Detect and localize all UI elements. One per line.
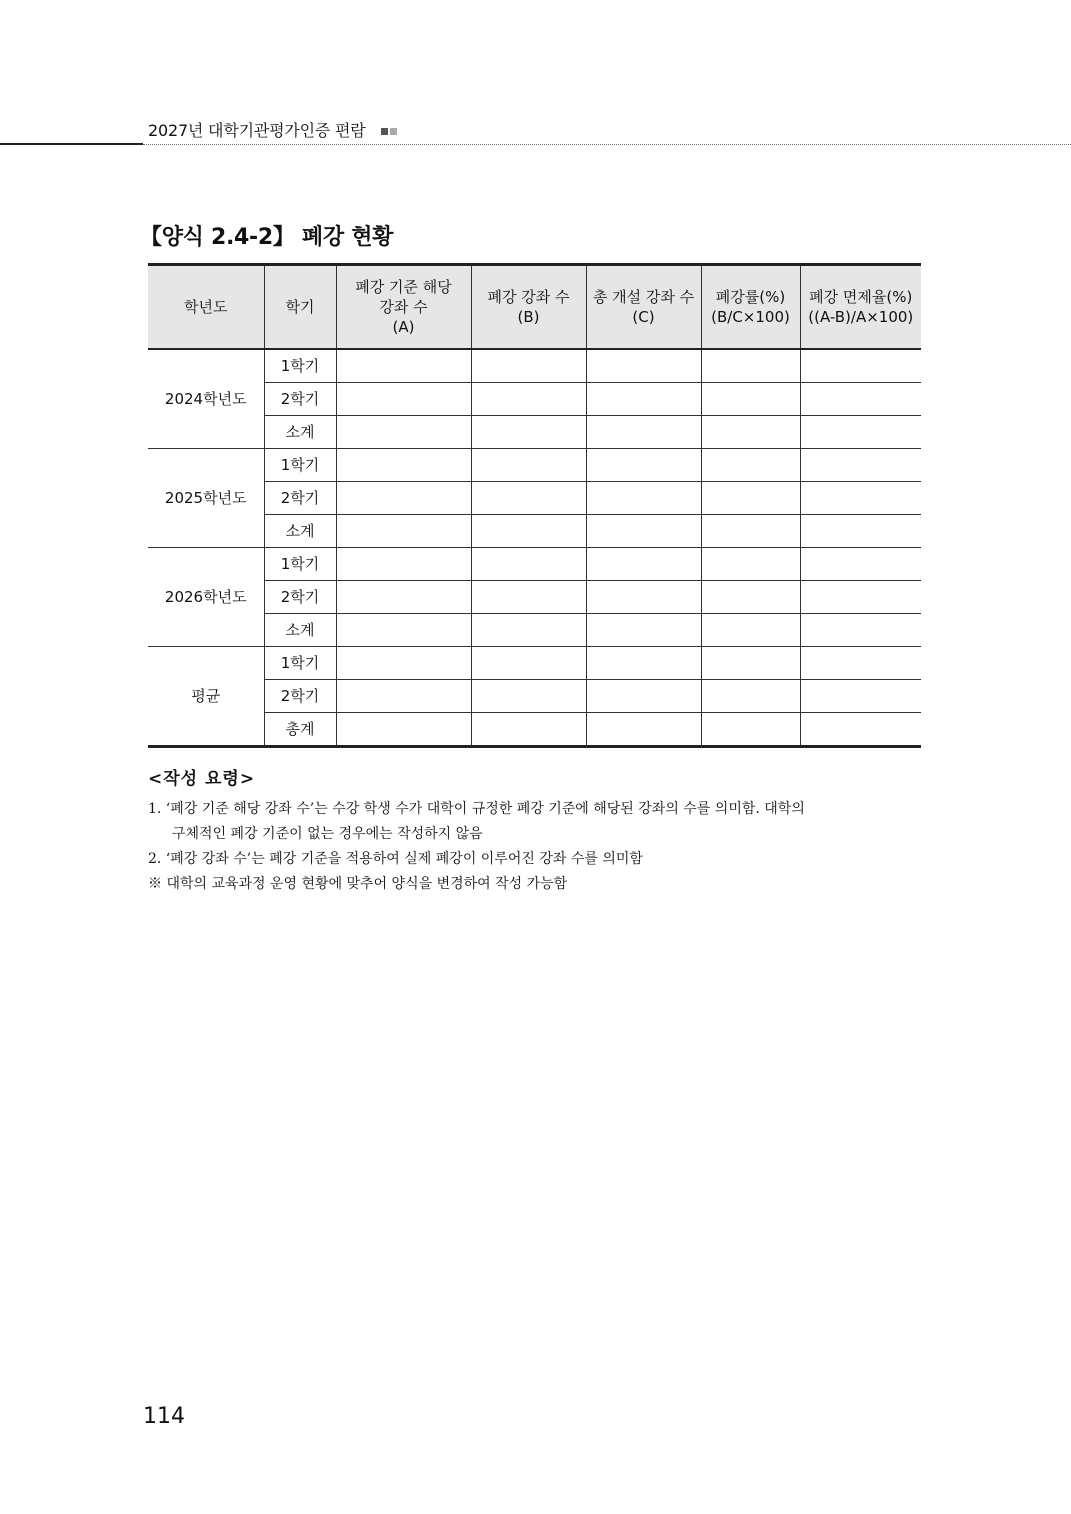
square-icon	[390, 128, 397, 135]
entry-cell[interactable]	[336, 482, 471, 515]
entry-cell[interactable]	[800, 515, 921, 548]
year-cell: 2025학년도	[148, 449, 264, 548]
entry-cell[interactable]	[471, 647, 586, 680]
term-cell: 2학기	[264, 383, 336, 416]
entry-cell[interactable]	[586, 349, 701, 383]
entry-cell[interactable]	[471, 680, 586, 713]
entry-cell[interactable]	[586, 482, 701, 515]
entry-cell[interactable]	[701, 680, 800, 713]
entry-cell[interactable]	[800, 647, 921, 680]
entry-cell[interactable]	[471, 614, 586, 647]
form-title: 【양식 2.4-2】 폐강 현황	[140, 225, 394, 250]
entry-cell[interactable]	[336, 581, 471, 614]
entry-cell[interactable]	[701, 647, 800, 680]
entry-cell[interactable]	[586, 416, 701, 449]
term-cell: 소계	[264, 614, 336, 647]
term-cell: 소계	[264, 416, 336, 449]
guideline-item: 1. ‘폐강 기준 해당 강좌 수’는 수강 학생 수가 대학이 규정한 폐강 기준에 해당된 강좌의 수를 의미함. 대학의	[148, 801, 805, 817]
table-row	[148, 449, 921, 482]
entry-cell[interactable]	[586, 647, 701, 680]
table-header-row	[148, 265, 921, 350]
term-cell: 2학기	[264, 581, 336, 614]
entry-cell[interactable]	[586, 515, 701, 548]
entry-cell[interactable]	[336, 349, 471, 383]
entry-cell[interactable]	[701, 515, 800, 548]
entry-cell[interactable]	[471, 449, 586, 482]
entry-cell[interactable]	[800, 713, 921, 747]
header-exemption-rate: 폐강 면제율(%) ((A-B)/A×100)	[800, 265, 921, 350]
entry-cell[interactable]	[800, 416, 921, 449]
entry-cell[interactable]	[800, 383, 921, 416]
entry-cell[interactable]	[800, 548, 921, 581]
term-cell: 총계	[264, 713, 336, 747]
entry-cell[interactable]	[701, 416, 800, 449]
table-row	[148, 515, 921, 548]
year-cell: 2026학년도	[148, 548, 264, 647]
entry-cell[interactable]	[586, 449, 701, 482]
entry-cell[interactable]	[800, 349, 921, 383]
guideline-item: ※ 대학의 교육과정 운영 현황에 맞추어 양식을 변경하여 작성 가능함	[148, 876, 568, 892]
entry-cell[interactable]	[701, 383, 800, 416]
header-year: 학년도	[148, 265, 264, 350]
square-icon	[381, 128, 388, 135]
guideline-item: 구체적인 폐강 기준이 없는 경우에는 작성하지 않음	[172, 826, 483, 842]
entry-cell[interactable]	[471, 416, 586, 449]
header-decoration	[381, 128, 397, 135]
entry-cell[interactable]	[336, 614, 471, 647]
entry-cell[interactable]	[586, 581, 701, 614]
table-row	[148, 581, 921, 614]
running-header: 2027년 대학기관평가인증 편람	[148, 121, 366, 140]
entry-cell[interactable]	[701, 349, 800, 383]
header-rule-dotted	[143, 144, 1071, 145]
entry-cell[interactable]	[471, 383, 586, 416]
entry-cell[interactable]	[336, 383, 471, 416]
entry-cell[interactable]	[800, 614, 921, 647]
entry-cell[interactable]	[336, 680, 471, 713]
entry-cell[interactable]	[800, 482, 921, 515]
entry-cell[interactable]	[336, 515, 471, 548]
header-rule-thick	[0, 143, 143, 145]
entry-cell[interactable]	[701, 449, 800, 482]
term-cell: 1학기	[264, 449, 336, 482]
entry-cell[interactable]	[471, 581, 586, 614]
table-row	[148, 349, 921, 383]
entry-cell[interactable]	[586, 383, 701, 416]
entry-cell[interactable]	[336, 548, 471, 581]
entry-cell[interactable]	[701, 581, 800, 614]
table-row	[148, 647, 921, 680]
table-row	[148, 482, 921, 515]
entry-cell[interactable]	[336, 416, 471, 449]
entry-cell[interactable]	[471, 548, 586, 581]
entry-cell[interactable]	[471, 349, 586, 383]
header-term: 학기	[264, 265, 336, 350]
entry-cell[interactable]	[800, 581, 921, 614]
header-closed-courses: 폐강 강좌 수 (B)	[471, 265, 586, 350]
page-number: 114	[143, 1404, 185, 1429]
term-cell: 2학기	[264, 680, 336, 713]
entry-cell[interactable]	[336, 647, 471, 680]
writing-guidelines	[148, 764, 938, 897]
entry-cell[interactable]	[586, 548, 701, 581]
header-eligible-courses: 폐강 기준 해당 강좌 수 (A)	[336, 265, 471, 350]
entry-cell[interactable]	[336, 713, 471, 747]
term-cell: 소계	[264, 515, 336, 548]
guideline-item: 2. ‘폐강 강좌 수’는 폐강 기준을 적용하여 실제 폐강이 이루어진 강좌 수를 의미함	[148, 851, 643, 867]
entry-cell[interactable]	[471, 482, 586, 515]
entry-cell[interactable]	[471, 713, 586, 747]
term-cell: 2학기	[264, 482, 336, 515]
entry-cell[interactable]	[586, 614, 701, 647]
entry-cell[interactable]	[701, 614, 800, 647]
entry-cell[interactable]	[701, 482, 800, 515]
term-cell: 1학기	[264, 349, 336, 383]
year-cell: 평균	[148, 647, 264, 747]
entry-cell[interactable]	[336, 449, 471, 482]
entry-cell[interactable]	[471, 515, 586, 548]
table-row	[148, 383, 921, 416]
entry-cell[interactable]	[701, 713, 800, 747]
term-cell: 1학기	[264, 647, 336, 680]
table-row	[148, 416, 921, 449]
table-row	[148, 680, 921, 713]
entry-cell[interactable]	[701, 548, 800, 581]
table-row	[148, 548, 921, 581]
guidelines-title: <작성 요령>	[148, 769, 256, 789]
entry-cell[interactable]	[800, 449, 921, 482]
header-total-courses: 총 개설 강좌 수 (C)	[586, 265, 701, 350]
table-row	[148, 713, 921, 747]
entry-cell[interactable]	[586, 680, 701, 713]
table-row	[148, 614, 921, 647]
entry-cell[interactable]	[800, 680, 921, 713]
entry-cell[interactable]	[586, 713, 701, 747]
closure-status-table	[148, 263, 921, 748]
year-cell: 2024학년도	[148, 349, 264, 449]
term-cell: 1학기	[264, 548, 336, 581]
header-closure-rate: 폐강률(%) (B/C×100)	[701, 265, 800, 350]
